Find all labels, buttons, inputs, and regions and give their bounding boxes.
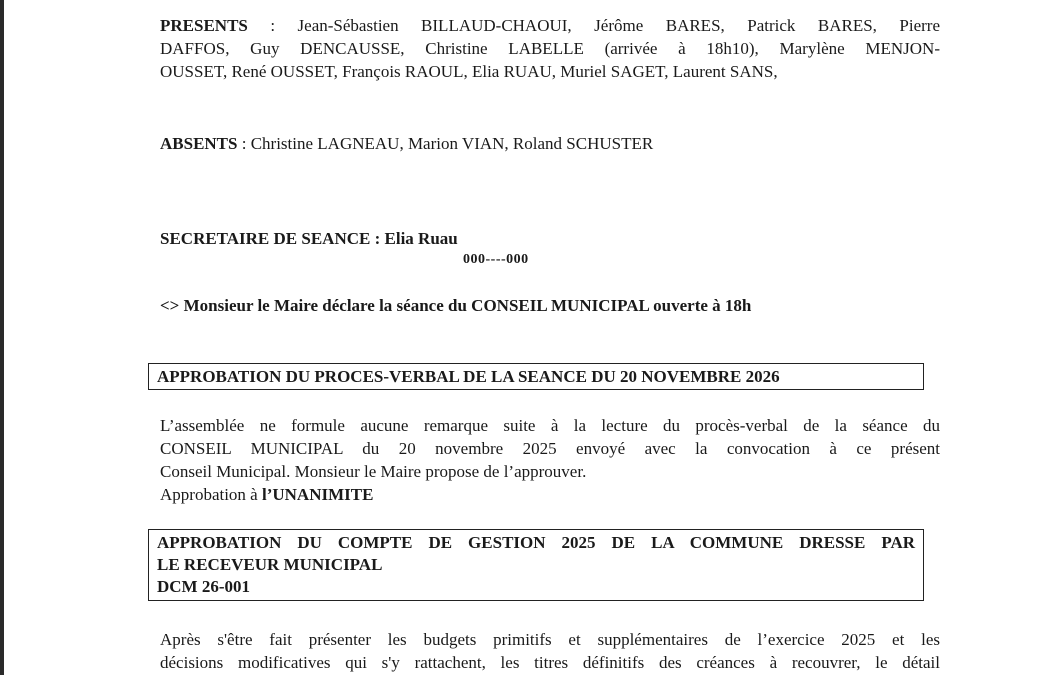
- secretaire-line: SECRETAIRE DE SEANCE : Elia Ruau: [160, 229, 458, 248]
- absents-label: ABSENTS: [160, 134, 238, 153]
- presents-paragraph: [160, 14, 940, 83]
- section-separator: 000----000: [463, 252, 529, 267]
- presents-line-2: DAFFOS, Guy DENCAUSSE, Christine LABELLE (arrivée à 18h10), Marylène MENJON-: [160, 39, 940, 58]
- section1-line-2: CONSEIL MUNICIPAL du 20 novembre 2025 envoyé avec la convocation à ce présent: [160, 439, 940, 458]
- section1-body: [160, 414, 940, 506]
- page-edge-shadow: [0, 0, 4, 675]
- section2-heading-line-2: LE RECEVEUR MUNICIPAL: [157, 555, 383, 574]
- section2-body: [160, 628, 940, 674]
- section1-heading-box: [148, 363, 924, 390]
- presents-line-1: PRESENTS : Jean-Sébastien BILLAUD-CHAOUI, Jérôme BARES, Patrick BARES, Pierre: [160, 16, 940, 35]
- section1-heading: APPROBATION DU PROCES-VERBAL DE LA SEANCE DU 20 NOVEMBRE 2026: [157, 367, 780, 386]
- section2-line-2: décisions modificatives qui s'y rattachent, les titres définitifs des créances à recouvrer, le détail: [160, 653, 940, 672]
- section2-heading-line-1: APPROBATION DU COMPTE DE GESTION 2025 DE LA COMMUNE DRESSE PAR: [157, 533, 915, 552]
- absents-paragraph: [160, 132, 940, 155]
- presents-line-3: OUSSET, René OUSSET, François RAOUL, Elia RUAU, Muriel SAGET, Laurent SANS,: [160, 62, 778, 81]
- opening-statement: <> Monsieur le Maire déclare la séance du CONSEIL MUNICIPAL ouverte à 18h: [160, 296, 752, 315]
- section2-code: DCM 26-001: [157, 577, 251, 596]
- approval-result: l’UNANIMITE: [261, 485, 374, 504]
- presents-label: PRESENTS: [160, 16, 248, 35]
- section2-line-1: Après s'être fait présenter les budgets primitifs et supplémentaires de l’exercice 2025 et les: [160, 630, 940, 649]
- section2-heading-box: [148, 529, 924, 601]
- absents-text: : Christine LAGNEAU, Marion VIAN, Roland SCHUSTER: [241, 134, 654, 153]
- section1-approval: Approbation à l’UNANIMITE: [160, 485, 374, 504]
- section1-line-1: L’assemblée ne formule aucune remarque suite à la lecture du procès-verbal de la séance du: [160, 416, 940, 435]
- section1-line-3: Conseil Municipal. Monsieur le Maire propose de l’approuver.: [160, 462, 587, 481]
